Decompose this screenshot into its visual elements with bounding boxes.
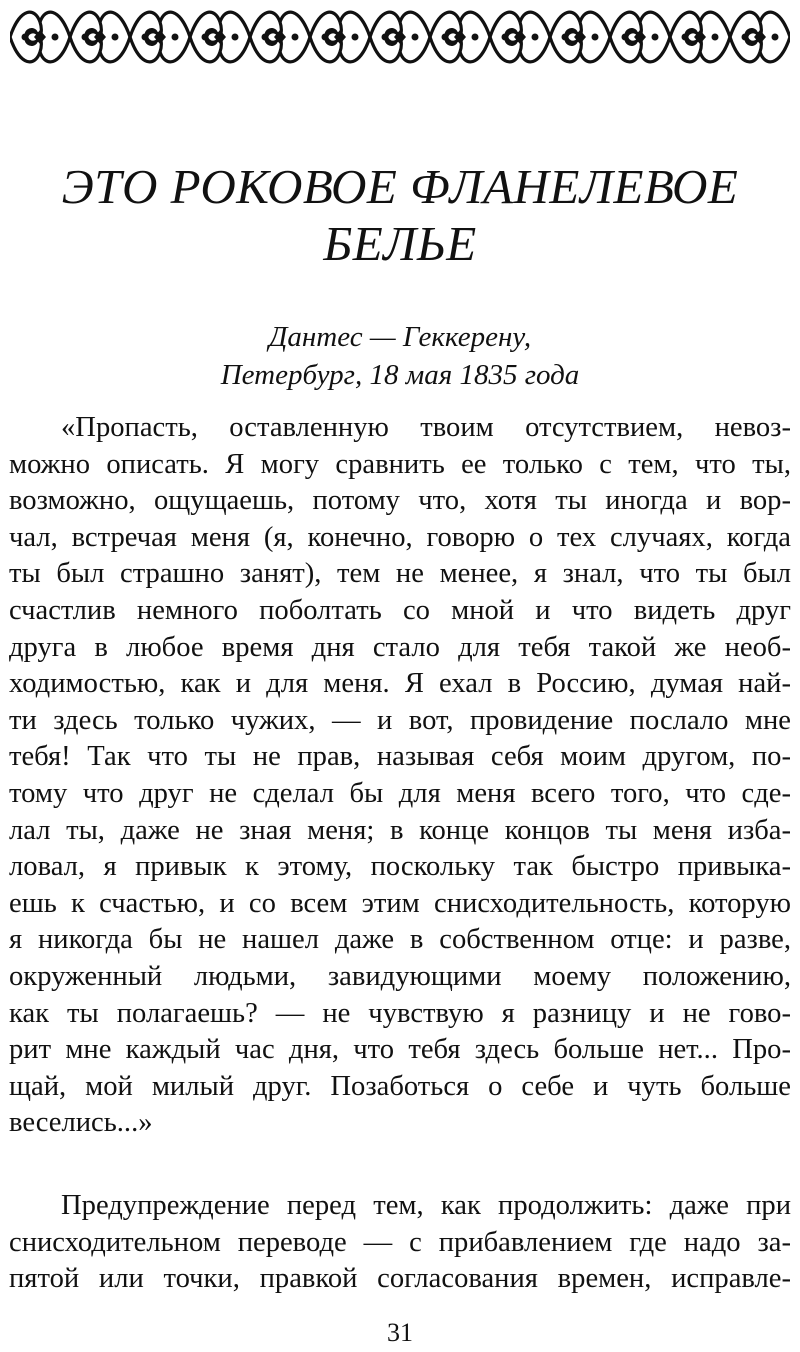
text-line: чал, встречая меня (я, конечно, говорю о тех случаях, когда: [9, 521, 791, 553]
text-line: пятой или точки, правкой согласования времен, исправле-: [9, 1263, 791, 1295]
text-line: щай, мой милый друг. Позаботься о себе и чуть больше: [9, 1070, 791, 1102]
text-line: рит мне каждый час дня, что тебя здесь больше нет... Про-: [9, 1034, 791, 1066]
text-line: ти здесь только чужих, — и вот, провидение послало мне: [9, 704, 791, 736]
page-number: 31: [387, 1318, 413, 1347]
text-line: веселись...»: [9, 1107, 153, 1139]
epigraph-line: Дантес — Геккерену,: [268, 321, 532, 353]
text-line: окруженный людьми, завидующими моему положению,: [9, 960, 791, 992]
text-line: ходимостью, как и для меня. Я ехал в Россию, думая най-: [9, 668, 791, 700]
text-line: я никогда бы не нашел даже в собственном отце: и разве,: [9, 924, 791, 956]
text-line: ловал, я привык к этому, поскольку так быстро привыка-: [9, 851, 791, 883]
text-line: как ты полагаешь? — не чувствую я разницу и не гово-: [9, 997, 791, 1029]
text-line: ешь к счастью, и со всем этим снисходительность, которую: [9, 887, 791, 919]
chapter-title: ЭТО РОКОВОЕ ФЛАНЕЛЕВОЕ БЕЛЬЕ: [61, 159, 739, 271]
text-line: Предупреждение перед тем, как продолжить: даже при: [61, 1190, 791, 1221]
text-line: снисходительном переводе — с прибавлением где надо за-: [9, 1226, 791, 1258]
text-line: тебя! Так что ты не прав, называя себя моим другом, по-: [9, 741, 791, 773]
letter-body: [9, 410, 791, 1142]
text-line: возможно, ощущаешь, потому что, хотя ты иногда и вор-: [9, 485, 791, 517]
text-line: друга в любое время дня стало для тебя такой же необ-: [9, 631, 791, 663]
text-line: можно описать. Я могу сравнить ее только с тем, что ты,: [9, 448, 791, 480]
text-line: лал ты, даже не зная меня; в конце концов ты меня изба-: [9, 814, 791, 846]
text-line: «Пропасть, оставленную твоим отсутствием, невоз-: [61, 412, 791, 443]
text-line: ты был страшно занят), тем не менее, я знал, что ты был: [9, 558, 791, 590]
decorative-border-ornament: [10, 2, 790, 72]
epigraph-line: Петербург, 18 мая 1835 года: [220, 359, 580, 391]
text-line: счастлив немного поболтать со мной и что видеть друг: [9, 594, 791, 626]
translator-note: [9, 1187, 791, 1297]
epigraph: [0, 318, 800, 394]
text-line: тому что друг не сделал бы для меня всего того, что сде-: [9, 777, 791, 809]
